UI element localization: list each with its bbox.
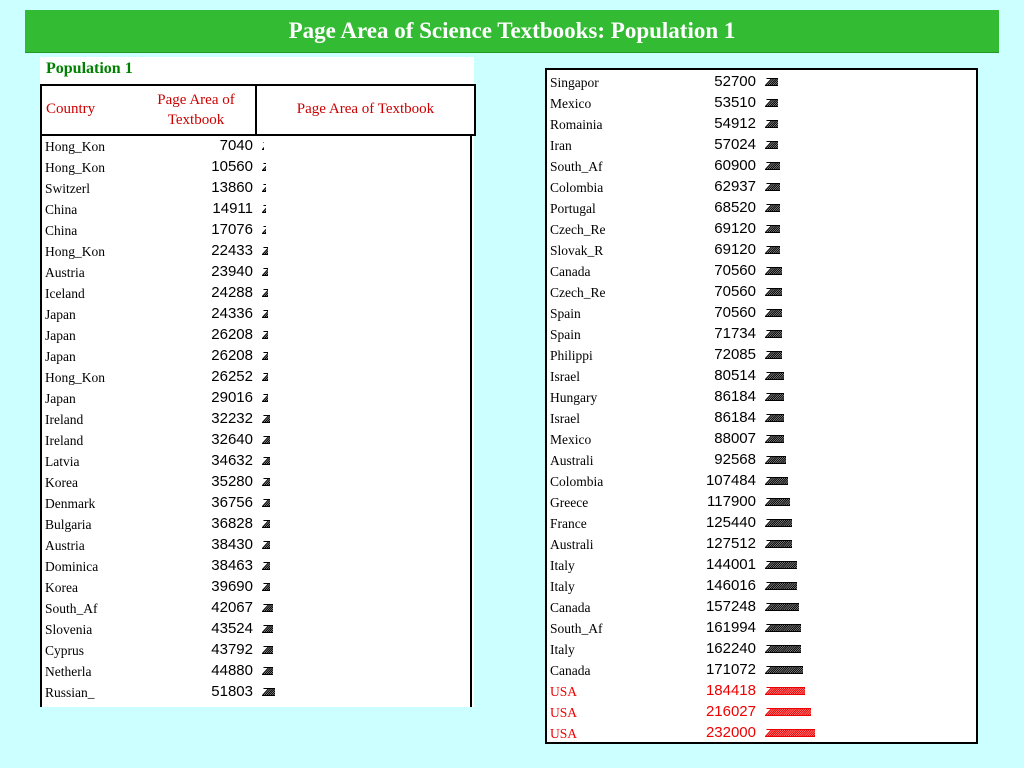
table-row [42, 619, 470, 640]
table-row [547, 387, 977, 408]
row-bar: zzz [262, 242, 269, 259]
row-bar: zzzz [262, 515, 271, 532]
row-value: 34632 [211, 452, 253, 469]
row-value: 68520 [714, 199, 756, 216]
row-country: Israel [550, 369, 580, 384]
table-row [547, 534, 977, 555]
row-value: 7040 [219, 137, 253, 154]
table-row [547, 177, 977, 198]
row-country: Netherla [45, 664, 92, 679]
header-country: Country [46, 101, 96, 117]
row-country: Japan [45, 328, 76, 343]
table-row [547, 597, 977, 618]
row-bar: zzzzzzzzzzzzzzz [765, 556, 797, 573]
row-bar: zzzzzzzzzzzzzzzzzzzzzzzz [765, 724, 816, 741]
row-value: 70560 [714, 283, 756, 300]
table-row [42, 535, 470, 556]
row-value: 29016 [211, 389, 253, 406]
table-row [547, 429, 977, 450]
table-row [547, 135, 977, 156]
row-bar: zzzz [262, 557, 271, 574]
row-country: Iran [550, 138, 572, 153]
row-value: 26208 [211, 326, 253, 343]
row-bar: zzzzzzzzzzzzzzzzzzzzzz [765, 703, 812, 720]
row-country: Slovenia [45, 622, 93, 637]
row-country: Ireland [45, 433, 84, 448]
row-value: 184418 [705, 682, 756, 699]
table-row [547, 366, 977, 387]
row-country: France [550, 516, 587, 531]
row-country: Czech_Re [550, 285, 606, 300]
row-country: Philippi [550, 348, 593, 363]
table-row [42, 241, 470, 262]
row-value: 10560 [211, 158, 253, 175]
row-country: Japan [45, 391, 76, 406]
table-row [42, 325, 470, 346]
row-bar: zzzzzzzzzzz [765, 472, 789, 489]
row-bar: zzzz [262, 536, 271, 553]
row-value: 80514 [714, 367, 756, 384]
row-value: 42067 [211, 599, 253, 616]
row-bar: zzzzzz [262, 683, 275, 700]
row-value: 157248 [705, 598, 756, 615]
row-value: 36756 [211, 494, 253, 511]
table-row [547, 114, 977, 135]
row-country: Italy [550, 579, 575, 594]
row-bar: zzzzzz [765, 115, 778, 132]
row-bar: zzzzz [262, 662, 273, 679]
row-value: 39690 [211, 578, 253, 595]
row-value: 17076 [211, 221, 253, 238]
table-row [42, 514, 470, 535]
row-bar: zzzz [262, 473, 271, 490]
row-country: Austria [45, 265, 85, 280]
row-value: 72085 [714, 346, 756, 363]
table-row [547, 618, 977, 639]
row-country: Switzerl [45, 181, 90, 196]
row-country: Canada [550, 663, 591, 678]
row-value: 216027 [705, 703, 756, 720]
row-value: 117900 [707, 493, 756, 510]
row-value: 88007 [714, 430, 756, 447]
row-country: Romainia [550, 117, 603, 132]
table-row [547, 513, 977, 534]
row-country: Ireland [45, 412, 84, 427]
row-country: Korea [45, 580, 78, 595]
row-bar: zzzzzzzzz [765, 430, 784, 447]
row-country: Bulgaria [45, 517, 92, 532]
row-bar: zzz [262, 368, 269, 385]
table-row [42, 136, 470, 157]
table-row [547, 492, 977, 513]
table-row [547, 702, 977, 723]
header-page-area-short: Page Area of Textbook [157, 92, 235, 128]
table-row [547, 681, 977, 702]
row-bar: zzzzzzzzzzzzzzzzz [765, 640, 801, 657]
row-value: 86184 [714, 409, 756, 426]
row-country: Colombia [550, 474, 604, 489]
row-value: 86184 [714, 388, 756, 405]
right-rows [547, 72, 977, 744]
row-value: 36828 [211, 515, 253, 532]
row-country: Portugal [550, 201, 596, 216]
row-value: 144001 [705, 556, 756, 573]
row-bar: zzzzz [262, 620, 273, 637]
row-bar: zzzzzzzzzzzzz [765, 535, 793, 552]
row-bar: zzzz [262, 431, 271, 448]
row-country: Hong_Kon [45, 160, 105, 175]
row-bar: zzzzzzzz [765, 262, 782, 279]
table-header [40, 84, 476, 136]
page-title: Page Area of Science Textbooks: Population 1 [288, 18, 736, 43]
row-value: 38463 [211, 557, 253, 574]
row-bar: zzzzzzzz [765, 283, 782, 300]
left-table [40, 57, 474, 707]
row-value: 35280 [211, 473, 253, 490]
row-value: 62937 [714, 178, 756, 195]
table-row [547, 303, 977, 324]
table-row [547, 198, 977, 219]
row-country: South_Af [550, 159, 603, 174]
table-row [42, 640, 470, 661]
row-bar: zz [262, 158, 267, 175]
row-country: Greece [550, 495, 589, 510]
row-country: Hong_Kon [45, 370, 105, 385]
row-bar: zzzzzzzzzz [765, 451, 787, 468]
table-row [547, 639, 977, 660]
row-value: 32640 [211, 431, 253, 448]
row-country: South_Af [550, 621, 603, 636]
row-country: Dominica [45, 559, 99, 574]
table-row [547, 408, 977, 429]
row-value: 43524 [211, 620, 253, 637]
row-value: 127512 [705, 535, 756, 552]
row-country: Spain [550, 306, 581, 321]
row-bar: zzzzzzz [765, 220, 780, 237]
row-value: 125440 [705, 514, 756, 531]
table-caption: Population 1 [46, 60, 133, 77]
table-row [547, 93, 977, 114]
row-bar: zzz [262, 347, 269, 364]
table-row [547, 576, 977, 597]
table-row [42, 388, 470, 409]
row-value: 171072 [705, 661, 756, 678]
row-bar: zzzz [262, 578, 271, 595]
row-bar: zzzzz [262, 641, 273, 658]
row-value: 70560 [714, 304, 756, 321]
row-value: 162240 [705, 640, 756, 657]
row-country: Israel [550, 411, 580, 426]
table-row [547, 660, 977, 681]
row-bar: zzzzzzz [765, 241, 780, 258]
table-row [547, 345, 977, 366]
row-value: 24336 [211, 305, 253, 322]
row-country: Colombia [550, 180, 604, 195]
row-country: Mexico [550, 96, 592, 111]
row-country: Japan [45, 307, 76, 322]
left-rows [40, 136, 472, 707]
row-bar: zzzz [262, 452, 271, 469]
row-bar: zz [262, 179, 267, 196]
row-bar: zzzzzzzzzzzz [765, 493, 791, 510]
row-country: Australi [550, 453, 594, 468]
row-bar: zzzzzzzzzzzzzzz [765, 577, 797, 594]
row-bar: zzzzzzzz [765, 304, 782, 321]
row-country: Hong_Kon [45, 244, 105, 259]
table-row [547, 156, 977, 177]
row-bar: zzzz [262, 410, 271, 427]
row-bar: zzzzzzz [765, 178, 780, 195]
row-country: China [45, 223, 78, 238]
table-row [42, 556, 470, 577]
row-bar: zzzzzzz [765, 157, 780, 174]
row-value: 70560 [714, 262, 756, 279]
table-row [42, 367, 470, 388]
row-country: Iceland [45, 286, 85, 301]
table-row [42, 577, 470, 598]
row-bar: zzzzzz [765, 73, 778, 90]
row-country: Mexico [550, 432, 592, 447]
row-value: 26208 [211, 347, 253, 364]
row-value: 54912 [714, 115, 756, 132]
row-bar: zzz [262, 326, 269, 343]
table-row [42, 199, 470, 220]
table-row [42, 430, 470, 451]
row-country: Canada [550, 264, 591, 279]
row-value: 57024 [714, 136, 756, 153]
row-bar: zz [262, 200, 267, 217]
table-row [547, 261, 977, 282]
row-country: Slovak_R [550, 243, 604, 258]
row-bar: zzzzzz [765, 94, 778, 111]
row-country: Italy [550, 558, 575, 573]
row-value: 92568 [714, 451, 756, 468]
table-row [42, 220, 470, 241]
row-bar: zzzzzzzz [765, 346, 782, 363]
row-bar: zzzzz [262, 599, 273, 616]
table-row [547, 450, 977, 471]
table-row [42, 262, 470, 283]
row-bar: zzzzzzzzzzzzzzzzz [765, 619, 801, 636]
row-bar: zzz [262, 263, 269, 280]
row-country: China [45, 202, 78, 217]
row-country: Denmark [45, 496, 96, 511]
row-bar: zz [262, 221, 267, 238]
table-row [42, 304, 470, 325]
row-bar: zzz [262, 305, 269, 322]
row-country: Singapor [550, 75, 599, 90]
table-row [547, 471, 977, 492]
row-country: Latvia [45, 454, 80, 469]
header-page-area: Page Area of Textbook [296, 101, 435, 117]
table-row [42, 178, 470, 199]
row-bar: zzzzzz [765, 136, 778, 153]
table-row [42, 598, 470, 619]
row-country: USA [550, 705, 578, 720]
row-country: Korea [45, 475, 78, 490]
row-value: 60900 [714, 157, 756, 174]
row-value: 161994 [705, 619, 756, 636]
row-value: 32232 [211, 410, 253, 427]
row-value: 52700 [714, 73, 756, 90]
row-bar: zzz [262, 284, 269, 301]
row-bar: zzzzzzzzz [765, 367, 784, 384]
table-row [547, 282, 977, 303]
table-row [42, 346, 470, 367]
row-bar: zzzzzzzzzzzzzzzz [765, 598, 799, 615]
title-bar [25, 10, 999, 53]
row-country: Canada [550, 600, 591, 615]
table-row [42, 493, 470, 514]
row-bar: zzzz [262, 494, 271, 511]
row-value: 22433 [211, 242, 253, 259]
row-bar: z [262, 137, 265, 154]
row-value: 232000 [705, 724, 756, 741]
row-value: 69120 [714, 241, 756, 258]
table-row [547, 72, 977, 93]
table-row [547, 723, 977, 744]
row-value: 43792 [211, 641, 253, 658]
table-row [547, 219, 977, 240]
right-table [545, 68, 978, 744]
row-country: Hungary [550, 390, 598, 405]
row-bar: zzzzzzzzz [765, 388, 784, 405]
row-value: 51803 [211, 683, 253, 700]
row-bar: zzzzzzzzzzzzz [765, 514, 793, 531]
row-value: 107484 [705, 472, 756, 489]
row-country: Czech_Re [550, 222, 606, 237]
row-value: 53510 [714, 94, 756, 111]
row-bar: zzzzzzzzzzzzzzzzzz [765, 661, 803, 678]
row-country: Spain [550, 327, 581, 342]
row-value: 14911 [212, 200, 253, 217]
row-country: Japan [45, 349, 76, 364]
table-row [42, 409, 470, 430]
row-value: 69120 [714, 220, 756, 237]
row-value: 71734 [714, 325, 756, 342]
table-row [42, 157, 470, 178]
table-row [547, 555, 977, 576]
row-value: 38430 [211, 536, 253, 553]
row-bar: zzz [262, 389, 269, 406]
table-row [42, 451, 470, 472]
row-country: South_Af [45, 601, 98, 616]
row-country: USA [550, 684, 578, 699]
row-country: Italy [550, 642, 575, 657]
row-value: 23940 [211, 263, 253, 280]
row-bar: zzzzzzzzz [765, 409, 784, 426]
table-row [42, 472, 470, 493]
row-bar: zzzzzzzz [765, 325, 782, 342]
row-bar: zzzzzzz [765, 199, 780, 216]
row-country: USA [550, 726, 578, 741]
table-row [547, 324, 977, 345]
table-row [42, 283, 470, 304]
table-row [547, 240, 977, 261]
row-country: Australi [550, 537, 594, 552]
table-row [42, 682, 470, 703]
row-country: Hong_Kon [45, 139, 105, 154]
row-bar: zzzzzzzzzzzzzzzzzzz [765, 682, 805, 699]
table-row [42, 661, 470, 682]
row-value: 24288 [211, 284, 253, 301]
row-country: Cyprus [45, 643, 85, 658]
row-value: 44880 [211, 662, 253, 679]
row-value: 146016 [705, 577, 756, 594]
row-value: 26252 [211, 368, 253, 385]
row-country: Russian_ [45, 685, 95, 700]
row-country: Austria [45, 538, 85, 553]
row-value: 13860 [211, 179, 253, 196]
